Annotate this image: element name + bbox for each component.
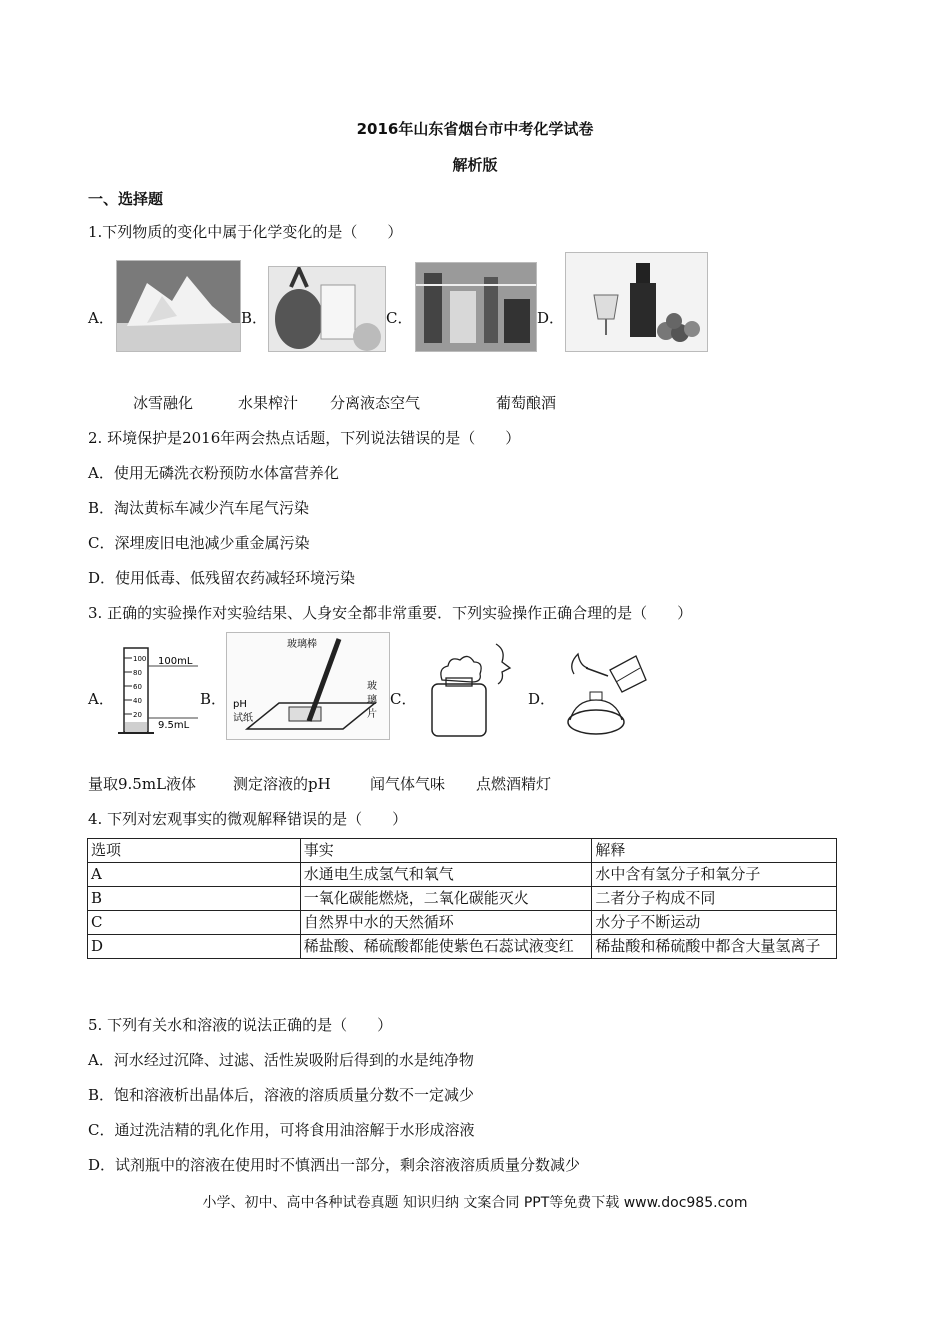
q3-caption-c: 闻气体气味	[370, 775, 446, 793]
table-cell: A	[88, 863, 301, 887]
cylinder-tick-60: 60	[133, 683, 142, 691]
table-cell: 稀盐酸和稀硫酸中都含大量氢离子	[592, 935, 837, 959]
table-cell: 水分子不断运动	[592, 911, 837, 935]
q1-image-wine	[565, 252, 708, 352]
table-row	[88, 935, 837, 959]
cylinder-label-100ml: 100mL	[158, 656, 193, 667]
q1-image-juice	[268, 266, 386, 352]
q1-caption-b: 水果榨汁	[238, 394, 299, 412]
q5-option-d: D．试剂瓶中的溶液在使用时不慎洒出一部分，剩余溶液溶质质量分数减少	[88, 1156, 581, 1174]
q5-option-b: B．饱和溶液析出晶体后，溶液的溶质质量分数不一定减少	[88, 1086, 475, 1104]
q1-image-air-separation	[415, 262, 537, 352]
ph-rod-label: 玻璃棒	[287, 639, 317, 650]
table-cell: 二者分子构成不同	[592, 887, 837, 911]
q3-image-alcohol-lamp	[556, 646, 648, 738]
svg-text:片: 片	[367, 709, 377, 720]
q1-image-ice	[116, 260, 241, 352]
q3-caption-d: 点燃酒精灯	[476, 775, 552, 793]
q3-caption-a: 量取9.5mL液体	[88, 775, 197, 793]
q5-option-a: A．河水经过沉降、过滤、活性炭吸附后得到的水是纯净物	[88, 1051, 474, 1069]
table-cell: 稀盐酸、稀硫酸都能使紫色石蕊试液变红	[300, 935, 592, 959]
q1-caption-d: 葡萄酿酒	[496, 394, 557, 412]
q4-table	[87, 838, 837, 959]
cylinder-tick-40: 40	[133, 697, 142, 705]
q1-caption-c: 分离液态空气	[330, 394, 421, 412]
table-row	[88, 863, 837, 887]
table-cell: C	[88, 911, 301, 935]
q1-label-b: B．	[241, 309, 268, 327]
q1-caption-a: 冰雪融化	[133, 394, 194, 412]
svg-text:玻: 玻	[367, 681, 377, 692]
table-cell: 一氧化碳能燃烧，二氧化碳能灭火	[300, 887, 592, 911]
exam-subtitle: 解析版	[452, 156, 498, 174]
q2-option-d: D．使用低毒、低残留农药减轻环境污染	[88, 569, 356, 587]
cylinder-tick-100: 100	[133, 655, 147, 663]
q3-stem: 3. 正确的实验操作对实验结果、人身安全都非常重要．下列实验操作正确合理的是（ ）	[88, 604, 693, 622]
table-row	[88, 887, 837, 911]
table-cell: 自然界中水的天然循环	[300, 911, 592, 935]
q5-stem: 5. 下列有关水和溶液的说法正确的是（ ）	[88, 1016, 393, 1034]
q2-option-b: B．淘汰黄标车减少汽车尾气污染	[88, 499, 310, 517]
q3-label-d: D．	[528, 690, 556, 708]
header-cell-fact: 事实	[300, 839, 592, 863]
table-cell: 水中含有氢分子和氧分子	[592, 863, 837, 887]
table-cell: D	[88, 935, 301, 959]
q2-option-c: C．深埋废旧电池减少重金属污染	[88, 534, 310, 552]
svg-text:璃: 璃	[367, 695, 377, 706]
table-cell: 水通电生成氢气和氧气	[300, 863, 592, 887]
q3-label-a: A．	[88, 690, 114, 708]
q3-image-graduated-cylinder	[116, 644, 200, 738]
table-row	[88, 911, 837, 935]
cylinder-label-9-5ml: 9.5mL	[158, 720, 190, 731]
svg-text:pH: pH	[233, 699, 247, 710]
q2-option-a: A．使用无磷洗衣粉预防水体富营养化	[88, 464, 339, 482]
q5-option-c: C．通过洗洁精的乳化作用，可将食用油溶解于水形成溶液	[88, 1121, 475, 1139]
q2-stem: 2. 环境保护是2016年两会热点话题，下列说法错误的是（ ）	[88, 429, 521, 447]
q1-label-c: C．	[386, 309, 413, 327]
page-footer: 小学、初中、高中各种试卷真题 知识归纳 文案合同 PPT等免费下载 www.doc985.com	[202, 1195, 748, 1211]
section-heading: 一、选择题	[88, 190, 164, 208]
header-cell-explanation: 解释	[592, 839, 837, 863]
svg-text:试纸: 试纸	[233, 713, 253, 724]
cylinder-tick-20: 20	[133, 711, 142, 719]
header-cell-option: 选项	[88, 839, 301, 863]
q1-label-a: A．	[88, 309, 114, 327]
exam-title: 2016年山东省烟台市中考化学试卷	[356, 120, 594, 138]
q3-label-b: B．	[200, 690, 227, 708]
q1-label-d: D．	[537, 309, 565, 327]
table-cell: B	[88, 887, 301, 911]
table-header-row	[88, 839, 837, 863]
q3-label-c: C．	[390, 690, 417, 708]
cylinder-tick-80: 80	[133, 669, 142, 677]
q1-stem: 1.下列物质的变化中属于化学变化的是（ ）	[88, 223, 403, 241]
q4-stem: 4. 下列对宏观事实的微观解释错误的是（ ）	[88, 810, 408, 828]
q3-image-ph-test	[226, 632, 390, 740]
q3-caption-b: 测定溶液的pH	[233, 775, 331, 793]
q3-image-smell-gas	[418, 640, 520, 738]
